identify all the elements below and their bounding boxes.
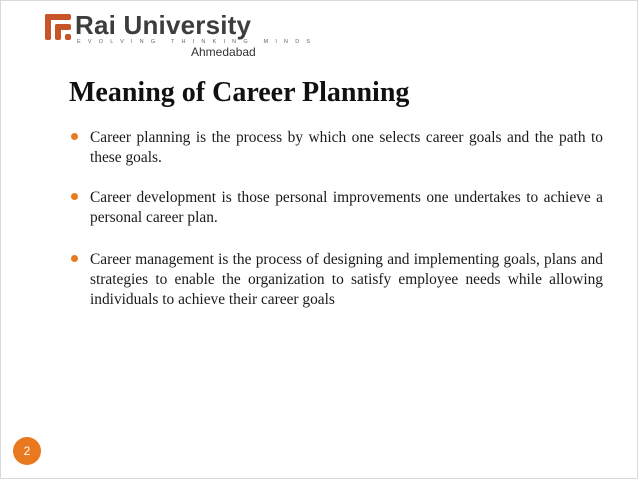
bullet-item (71, 128, 603, 168)
page-number-badge: 2 (13, 437, 41, 465)
bullet-dot-icon (71, 255, 78, 262)
slide-title: Meaning of Career Planning (69, 77, 410, 108)
logo-tagline: EVOLVING THINKING MINDS (77, 39, 318, 45)
bullet-item (71, 250, 603, 310)
rai-university-emblem-icon (45, 14, 71, 40)
bullet-text: Career development is those personal improvements one undertakes to achieve a personal career plan. (90, 189, 603, 226)
bullet-text: Career planning is the process by which one selects career goals and the path to these goals. (90, 129, 603, 166)
bullet-dot-icon (71, 193, 78, 200)
bullet-text: Career management is the process of designing and implementing goals, plans and strategies to enable the organization to satisfy employee needs while allowing individuals to achieve their career goals (90, 251, 603, 308)
logo-name: Rai University (75, 10, 252, 40)
bullet-dot-icon (71, 133, 78, 140)
bullet-item (71, 188, 603, 228)
logo (45, 10, 318, 59)
bullet-list (71, 128, 603, 330)
logo-city: Ahmedabad (191, 45, 256, 59)
